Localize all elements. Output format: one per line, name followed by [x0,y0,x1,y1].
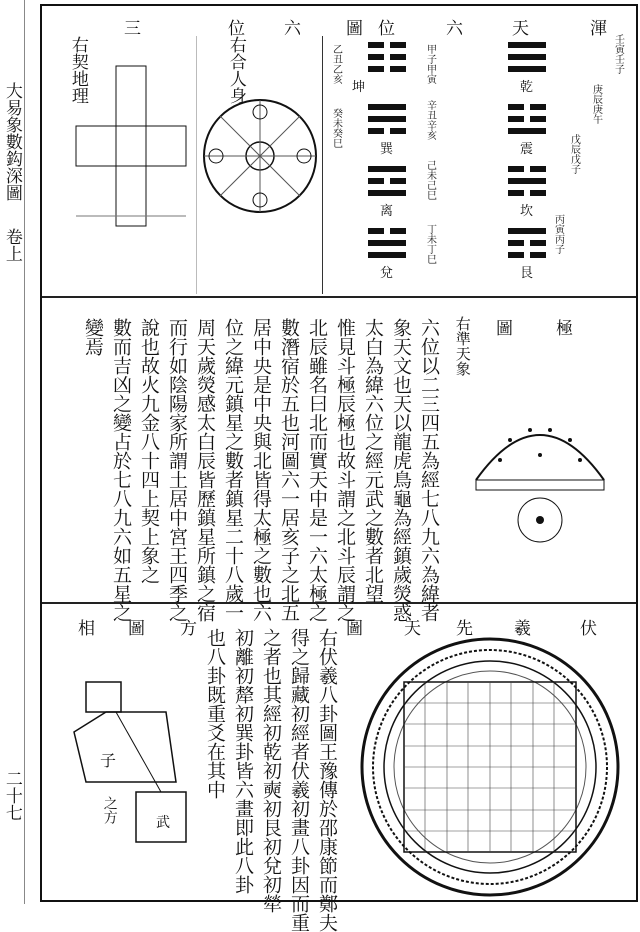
body-line: 居中央是中央與北皆得太極之數也六 [249,318,272,622]
label-zi: 子 [100,751,117,770]
trigram-kun-icon [368,42,406,72]
body-line: 變焉 [81,318,104,356]
title-char-wei: 位 [378,19,395,39]
stem-branch-column: 丁未丁巳 [424,224,436,264]
body-line: 之者也其經初乾初奭初艮初兌初犖 [259,628,282,913]
title-char-tian: 天 [512,19,529,39]
section1-divider-2 [196,36,197,294]
body-line: 北辰雖名曰北而實天中是一六太極之 [305,318,328,622]
body-line: 太白為緯六位之經元武之數者北望 [361,318,384,603]
body-line: 周天歲熒感太白辰皆歷鎮星所鎮之宿 [193,318,216,622]
caption-qi-di-li: 右契地理 [67,36,88,104]
body-line: 而行如陰陽家所謂土居中宮王四季之 [165,318,188,622]
caption-he-ren-shen: 右合人身 [225,36,246,104]
trigram-label-dui: 兌 [380,266,394,281]
title-char-liu: 六 [446,19,463,39]
title-char-fang: 方 [180,619,197,639]
diagram-title-tu: 圖 [496,319,513,339]
fuxi-circular-hexagram-diagram [352,636,628,898]
human-body-circle-diagram [200,96,320,216]
body-line: 六位以二三四五為經七八九六為緯者 [417,318,440,622]
trigram-label-li: 离 [380,204,394,219]
stem-branch-column: 辛丑辛亥 [424,100,436,140]
body-line: 初離初犛初巽卦皆六畫即此八卦 [231,628,254,894]
trigram-label-kun: 坤 [352,80,366,95]
body-line: 數而吉凶之變占於七八九六如五星之 [109,318,132,622]
margin-volume: 卷上 [1,228,22,262]
geography-cross-diagram [76,66,186,226]
taiji-star-diagram [470,400,610,560]
title-char-tu-2: 圖 [346,619,363,639]
section-divider-top [42,296,636,298]
body-line: 也八卦既重爻在其中 [203,628,226,799]
stem-branch-column: 己未己巳 [424,160,436,200]
title-char-tian-2: 天 [404,619,421,639]
body-line: 說也故火九金八十四上契上象之 [137,318,160,584]
margin-page-number: 二十七 [1,770,22,821]
title-char-tu-3: 圖 [128,619,145,639]
margin-divider [24,0,25,904]
stem-branch-column: 乙丑乙亥 [330,44,342,84]
stem-branch-column: 戊辰戊子 [568,134,580,174]
section2-heading: 右準天象 [453,316,472,376]
margin-book-title: 大易象數鈎深圖 [1,82,22,201]
trigram-label-gen: 艮 [520,266,534,281]
label-wu: 武 [156,815,170,831]
title-char-xiang: 相 [78,619,95,639]
body-line: 象天文也天以龍虎鳥龜為經鎮歲熒惑 [389,318,412,622]
body-line: 右伏羲八卦圖王豫傳於邵康節而鄭夫 [315,628,338,932]
stem-branch-column: 丙寅丙子 [552,214,564,254]
direction-diagram [66,672,196,850]
stem-branch-column: 癸未癸巳 [330,108,342,148]
stem-branch-column: 甲子甲寅 [424,44,436,84]
title-char-tu: 圖 [346,19,363,39]
title-char-xi: 羲 [514,619,531,639]
trigram-xun-icon [368,104,406,134]
trigram-label-qian: 乾 [520,80,534,95]
trigram-label-kan: 坎 [520,204,534,219]
trigram-kan-icon [508,166,546,196]
trigram-dui-icon [368,228,406,258]
diagram-title-ji: 極 [556,319,573,339]
trigram-gen-icon [508,228,546,258]
title-char-liu-2: 六 [284,19,301,39]
trigram-label-xun: 巽 [380,142,394,157]
trigram-li-icon [368,166,406,196]
trigram-label-zhen: 震 [520,142,534,157]
section1-divider [322,36,323,294]
trigram-qian-icon [508,42,546,72]
body-line: 數潛宿於五也河圖六一居亥子之北五 [277,318,300,622]
title-char-wei-2: 位 [228,19,245,39]
stem-branch-column: 庚辰庚午 [590,84,602,124]
title-char-hun: 渾 [590,19,607,39]
trigram-zhen-icon [508,104,546,134]
title-char-xian: 先 [456,619,473,639]
body-line: 惟見斗極辰極也故斗謂之北斗辰謂之 [333,318,356,622]
label-zhi-fang: 之方 [101,796,118,824]
stem-branch-column: 壬寅壬子 [612,34,624,74]
body-line: 得之歸藏初經者伏羲初畫八卦因而重 [287,628,310,932]
title-char-fu: 伏 [580,619,597,639]
body-line: 位之緯元鎮星之數者鎮星二十八歲一 [221,318,244,622]
title-char-san: 三 [124,19,141,39]
